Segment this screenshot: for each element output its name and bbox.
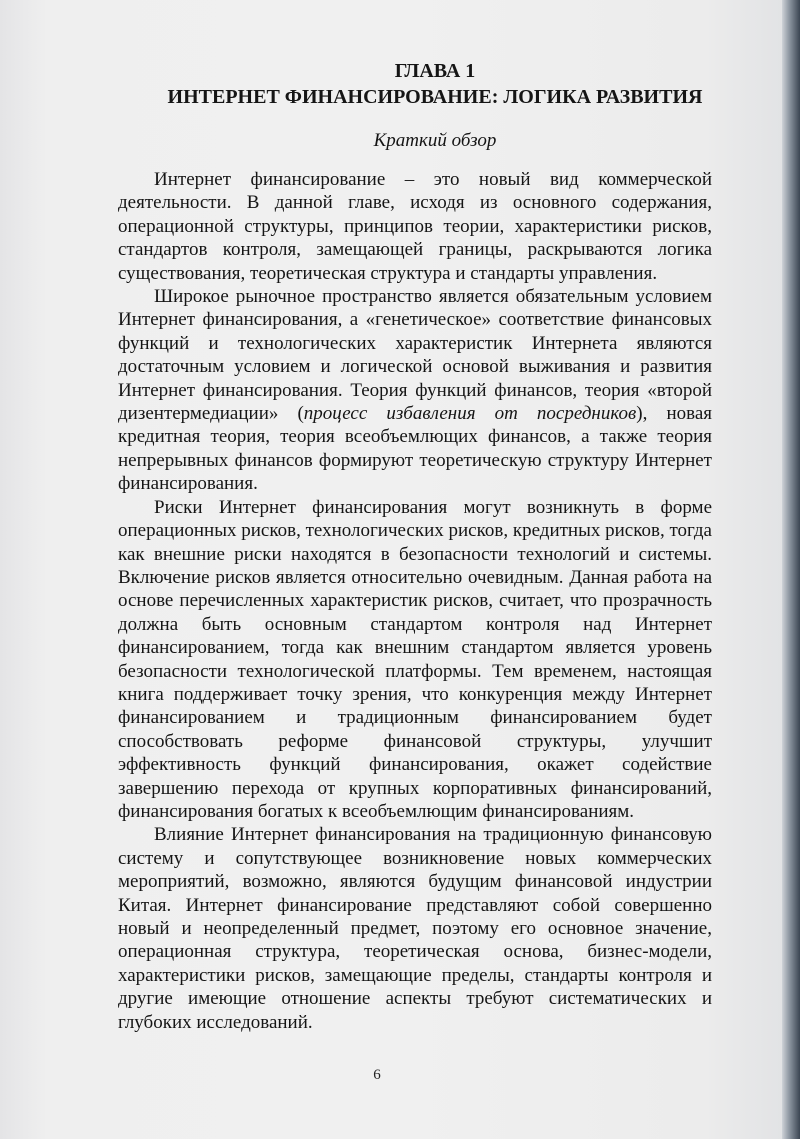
paragraph-4-text: Влияние Интернет финансирования на традиционную финансовую систему и сопутствующее возникновение новых коммерческих мероприятий, возможно, являются будущим финансовой индустрии Китая. Интернет финансирование представляют собой совершенно новый и неопределенный предмет, поэтому его основное значение, операционная структура, теоретическая основа, бизнес-модели, характеристики рисков, замещающие пределы, стандарты контроля и другие имеющие отношение аспекты требуют систематических и глубоких исследований.	[118, 824, 712, 1033]
paragraph-3	[118, 496, 712, 824]
chapter-subtitle: Краткий обзор	[373, 130, 497, 151]
page-content	[118, 58, 712, 1034]
chapter-title: ИНТЕРНЕТ ФИНАНСИРОВАНИЕ: ЛОГИКА РАЗВИТИЯ	[167, 86, 703, 108]
page-edge-background	[782, 0, 800, 1139]
paragraph-4	[118, 823, 712, 1034]
paragraph-2-emphasis: процесс избавления от посредников	[303, 403, 637, 425]
paragraph-1	[118, 168, 712, 285]
chapter-label: ГЛАВА 1	[394, 60, 476, 82]
paragraph-3-text: Риски Интернет финансирования могут возникнуть в форме операционных рисков, технологических рисков, кредитных рисков, тогда как внешние риски находятся в безопасности технологий и системы. Включение рисков является относительно очевидным. Данная работа на основе перечисленных характеристик рисков, считает, что прозрачность должна быть основным стандартом контроля над Интернет финансированием, тогда как внешним стандартом является уровень безопасности технологической платформы. Тем временем, настоящая книга поддерживает точку зрения, что конкуренция между Интернет финансированием и традиционным финансированием будет способствовать реформе финансовой структуры, улучшит эффективность функций финансирования, окажет содействие завершению перехода от крупных корпоративных финансирований, финансирования богатых к всеобъемлющим финансированиям.	[118, 496, 712, 822]
paragraph-1-text: Интернет финансирование – это новый вид коммерческой деятельности. В данной главе, исходя из основного содержания, операционной структуры, принципов теории, характеристики рисков, стандартов контроля, замещающей границы, раскрываются логика существования, теоретическая структура и стандарты управления.	[118, 169, 712, 284]
paragraph-2	[118, 285, 712, 496]
paragraph-2-text-a: Широкое рыночное пространство является обязательным условием Интернет финансирования, а «генетическое» соответствие финансовых функций и технологических характеристик Интернета являются достаточным условием и логической основой выживания и развития Интернет финансирования. Теория функций финансов, теория «второй дизентермедиации» (	[118, 286, 712, 425]
page-number: 6	[373, 1067, 381, 1083]
paragraph-2-text-b: ), новая кредитная теория, теория всеобъемлющих финансов, а также теория непрерывных финансов формируют теоретическую структуру Интернет финансирования.	[118, 403, 713, 495]
